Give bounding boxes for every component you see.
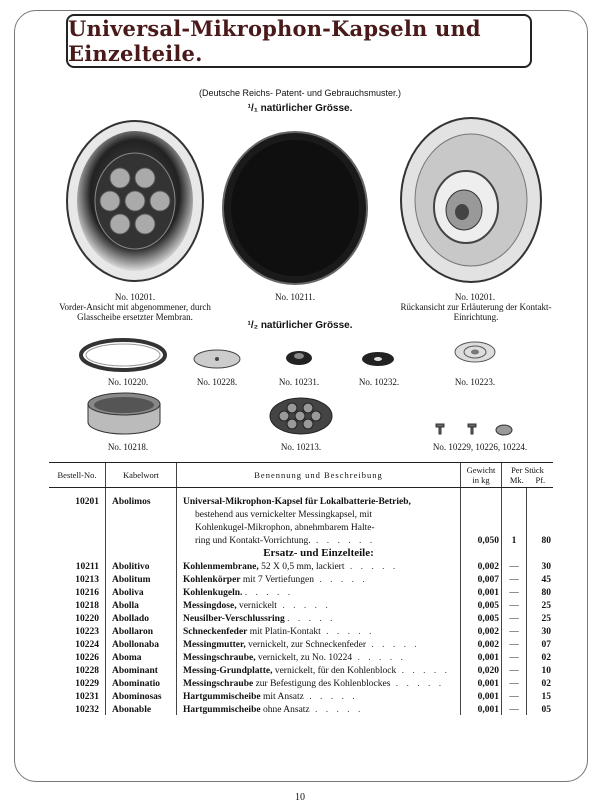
cell-empty bbox=[461, 507, 502, 520]
header-preis-label: Per Stück bbox=[511, 465, 544, 475]
part-pf: 45 bbox=[527, 572, 554, 585]
part-pf: 02 bbox=[527, 676, 554, 689]
section-row bbox=[49, 546, 553, 559]
part-description-cell bbox=[177, 572, 461, 585]
part-pf: 30 bbox=[527, 624, 554, 637]
part-weight: 0,005 bbox=[461, 611, 502, 624]
leader-dots: . . . . . bbox=[313, 575, 368, 585]
main-item-line4-cell: ring und Kontakt-Vorrichtung. . . . . . . bbox=[177, 533, 461, 546]
main-item-row-2 bbox=[49, 507, 553, 520]
part-desc: vernickelt, zur Schneckenfeder bbox=[248, 640, 366, 650]
caption-10231: No. 10231. bbox=[278, 377, 320, 387]
part-mk: — bbox=[502, 650, 527, 663]
main-item-pf: 80 bbox=[527, 533, 554, 546]
header-pf: Pf. bbox=[535, 475, 546, 485]
part-code: Abollonaba bbox=[106, 637, 177, 650]
section-title: Ersatz- und Einzelteile: bbox=[177, 546, 461, 559]
leader-dots: . . . . . bbox=[366, 640, 420, 650]
leader-dots: . . . . . bbox=[320, 627, 375, 637]
main-item-weight: 0,050 bbox=[461, 533, 502, 546]
part-weight: 0,005 bbox=[461, 598, 502, 611]
main-item-line2: bestehend aus vernickelter Messingkapsel, mit bbox=[177, 507, 461, 520]
main-item-pf-empty bbox=[527, 488, 554, 508]
part-description-cell bbox=[177, 598, 461, 611]
caption-10228: No. 10228. bbox=[196, 377, 238, 387]
table-row bbox=[49, 598, 553, 611]
membrane-image bbox=[220, 128, 370, 288]
part-code: Abollado bbox=[106, 611, 177, 624]
part-pf: 05 bbox=[527, 702, 554, 715]
part-mk: — bbox=[502, 663, 527, 676]
part-code: Abonable bbox=[106, 702, 177, 715]
part-description-cell bbox=[177, 585, 461, 598]
part-desc: mit Platin-Kontakt bbox=[249, 627, 321, 637]
cell-empty bbox=[502, 546, 527, 559]
main-item-line3: Kohlenkugel-Mikrophon, abnehmbarem Halte- bbox=[177, 520, 461, 533]
part-no: 10228 bbox=[75, 666, 99, 676]
part-description-cell bbox=[177, 702, 461, 715]
part-name: Messingschraube, bbox=[183, 653, 256, 663]
header-bestell: Bestell-No. bbox=[49, 463, 106, 488]
caption-10223: No. 10223. bbox=[454, 377, 496, 387]
table-row bbox=[49, 689, 553, 702]
part-no: 10232 bbox=[75, 705, 99, 715]
part-desc: 52 X 0,5 mm, lackiert bbox=[261, 562, 345, 572]
cell-empty bbox=[49, 520, 106, 533]
cell-empty bbox=[49, 507, 106, 520]
cell-empty bbox=[527, 546, 554, 559]
leader-dots: . . . . . bbox=[276, 601, 331, 611]
title-box bbox=[66, 14, 532, 68]
part-mk: — bbox=[502, 676, 527, 689]
part-description-cell bbox=[177, 559, 461, 572]
part-weight: 0,001 bbox=[461, 689, 502, 702]
part-mk: — bbox=[502, 637, 527, 650]
part-name: Hartgummischeibe bbox=[183, 692, 261, 702]
caption-10218: No. 10218. bbox=[107, 442, 149, 452]
leader-dots: . . . . . bbox=[352, 653, 406, 663]
header-benennung: Benennung und Beschreibung bbox=[177, 463, 461, 488]
table-row bbox=[49, 572, 553, 585]
caption-10213: No. 10213. bbox=[280, 442, 322, 452]
main-item-mk-empty bbox=[502, 488, 527, 508]
part-no: 10224 bbox=[75, 640, 99, 650]
part-pf: 02 bbox=[527, 650, 554, 663]
part-description-cell bbox=[177, 676, 461, 689]
header-kabelwort: Kabelwort bbox=[106, 463, 177, 488]
part-name: Messing-Grundplatte, bbox=[183, 666, 273, 676]
table-row bbox=[49, 676, 553, 689]
caption-10201-back: Rückansicht zur Erläuterung der Kontakt-Einrichtung. bbox=[400, 302, 552, 322]
main-item-row-3 bbox=[49, 520, 553, 533]
cell-empty bbox=[49, 546, 106, 559]
part-name: Neusilber-Verschlussring bbox=[183, 614, 285, 624]
part-no: 10231 bbox=[75, 692, 99, 702]
part-pf: 25 bbox=[527, 598, 554, 611]
part-mk: — bbox=[502, 559, 527, 572]
main-item-row bbox=[49, 488, 553, 508]
table-body bbox=[49, 488, 553, 716]
part-name: Messingdose, bbox=[183, 601, 237, 611]
spiral-spring-image bbox=[450, 336, 500, 366]
leader-dots: . . . . . bbox=[303, 692, 358, 702]
cell-empty bbox=[106, 546, 177, 559]
caption-10229-10226-10224: No. 10229, 10226, 10224. bbox=[432, 442, 528, 452]
table-header-row bbox=[49, 463, 553, 488]
part-mk: — bbox=[502, 585, 527, 598]
part-pf: 10 bbox=[527, 663, 554, 676]
table-row bbox=[49, 624, 553, 637]
part-desc: vernickelt, zu No. 10224 bbox=[257, 653, 353, 663]
part-weight: 0,002 bbox=[461, 637, 502, 650]
part-pf: 07 bbox=[527, 637, 554, 650]
part-name: Kohlenkugeln. bbox=[183, 588, 243, 598]
part-code: Abolla bbox=[106, 598, 177, 611]
part-code: Abolitum bbox=[106, 572, 177, 585]
leader-dots: . . . . . bbox=[244, 588, 294, 598]
part-name: Hartgummischeibe bbox=[183, 705, 261, 715]
screws-nut-image bbox=[432, 422, 516, 438]
part-description-cell bbox=[177, 624, 461, 637]
main-item-line4: ring und Kontakt-Vorrichtung. bbox=[195, 536, 311, 546]
parts-table bbox=[49, 462, 553, 715]
part-weight: 0,002 bbox=[461, 624, 502, 637]
part-code: Abolitivo bbox=[106, 559, 177, 572]
cell-empty bbox=[461, 520, 502, 533]
main-item-row-4 bbox=[49, 533, 553, 546]
table-row bbox=[49, 585, 553, 598]
part-name: Messingmutter, bbox=[183, 640, 246, 650]
part-mk: — bbox=[502, 572, 527, 585]
table-row bbox=[49, 637, 553, 650]
part-code: Abominatio bbox=[106, 676, 177, 689]
main-item-code: Abolimos bbox=[106, 488, 177, 508]
part-no: 10211 bbox=[75, 562, 99, 572]
part-no: 10218 bbox=[75, 601, 99, 611]
main-item-name: Universal-Mikrophon-Kapsel für Lokalbatterie-Betrieb, bbox=[177, 488, 461, 508]
size-half-heading: ¹/₂ natürlicher Grösse. bbox=[247, 320, 353, 331]
capsule-back-image bbox=[396, 112, 546, 287]
cell-empty bbox=[502, 520, 527, 533]
part-code: Abominosas bbox=[106, 689, 177, 702]
header-gewicht: Gewicht in kg bbox=[461, 463, 502, 488]
caption-10201-back-no: No. 10201. bbox=[454, 292, 496, 302]
part-code: Abominant bbox=[106, 663, 177, 676]
part-description-cell bbox=[177, 611, 461, 624]
part-weight: 0,002 bbox=[461, 559, 502, 572]
part-pf: 25 bbox=[527, 611, 554, 624]
caption-10211-no: No. 10211. bbox=[275, 292, 315, 302]
part-desc: vernickelt, für den Kohlenblock bbox=[274, 666, 397, 676]
part-pf: 30 bbox=[527, 559, 554, 572]
caption-10201-front-no: No. 10201. bbox=[114, 292, 156, 302]
part-name: Messingschraube bbox=[183, 679, 254, 689]
cell-empty bbox=[106, 520, 177, 533]
part-weight: 0,020 bbox=[461, 663, 502, 676]
caption-10232: No. 10232. bbox=[358, 377, 400, 387]
part-mk: — bbox=[502, 611, 527, 624]
part-desc: vernickelt bbox=[238, 601, 277, 611]
capsule-front-image bbox=[60, 116, 210, 286]
brass-box-image bbox=[84, 390, 164, 438]
page-number: 10 bbox=[295, 792, 305, 803]
disc-with-collar-image bbox=[284, 348, 314, 368]
part-weight: 0,001 bbox=[461, 650, 502, 663]
part-name: Schneckenfeder bbox=[183, 627, 248, 637]
part-mk: — bbox=[502, 689, 527, 702]
cell-empty bbox=[461, 546, 502, 559]
part-no: 10216 bbox=[75, 588, 99, 598]
part-desc: mit Ansatz bbox=[262, 692, 304, 702]
part-desc: ohne Ansatz bbox=[262, 705, 310, 715]
cell-empty bbox=[502, 507, 527, 520]
main-item-mk: 1 bbox=[502, 533, 527, 546]
part-pf: 15 bbox=[527, 689, 554, 702]
cell-empty bbox=[106, 507, 177, 520]
page-title: Universal-Mikrophon-Kapseln und Einzelteile. bbox=[68, 16, 481, 66]
part-weight: 0,001 bbox=[461, 702, 502, 715]
part-mk: — bbox=[502, 624, 527, 637]
part-code: Abollaron bbox=[106, 624, 177, 637]
part-code: Aboliva bbox=[106, 585, 177, 598]
header-preis bbox=[502, 463, 554, 488]
part-no: 10213 bbox=[75, 575, 99, 585]
cell-empty bbox=[49, 533, 106, 546]
size-full-heading: ¹/₁ natürlicher Grösse. bbox=[247, 103, 353, 114]
part-pf: 80 bbox=[527, 585, 554, 598]
table-row bbox=[49, 702, 553, 715]
leader-dots: . . . . . bbox=[396, 666, 450, 676]
part-name: Kohlenmembrane, bbox=[183, 562, 259, 572]
ring-image bbox=[78, 336, 168, 374]
leader-dots: . . . . . bbox=[309, 705, 364, 715]
patent-note: (Deutsche Reichs- Patent- und Gebrauchsmuster.) bbox=[198, 88, 402, 98]
cell-empty bbox=[527, 520, 554, 533]
cell-empty bbox=[106, 533, 177, 546]
part-weight: 0,001 bbox=[461, 676, 502, 689]
base-plate-image bbox=[192, 348, 242, 370]
part-description-cell bbox=[177, 650, 461, 663]
main-item-weight-empty bbox=[461, 488, 502, 508]
part-desc: zur Befestigung des Kohlenblockes bbox=[255, 679, 391, 689]
part-no: 10220 bbox=[75, 614, 99, 624]
part-code: Aboma bbox=[106, 650, 177, 663]
part-no: 10223 bbox=[75, 627, 99, 637]
disc-without-collar-image bbox=[360, 350, 396, 368]
leader-dots: . . . . . bbox=[390, 679, 445, 689]
part-mk: — bbox=[502, 598, 527, 611]
part-no: 10229 bbox=[75, 679, 99, 689]
cell-empty bbox=[527, 507, 554, 520]
part-no: 10226 bbox=[75, 653, 99, 663]
table-row bbox=[49, 663, 553, 676]
leader-dots: . . . . . bbox=[287, 614, 336, 624]
caption-10201-front: Vorder-Ansicht mit abgenommener, durch Glasscheibe ersetzter Membran. bbox=[59, 302, 211, 322]
part-weight: 0,007 bbox=[461, 572, 502, 585]
carbon-body-image bbox=[268, 396, 334, 436]
header-mk: Mk. bbox=[509, 475, 524, 485]
part-description-cell bbox=[177, 637, 461, 650]
leader-dots: . . . . . bbox=[344, 562, 399, 572]
part-mk: — bbox=[502, 702, 527, 715]
part-description-cell bbox=[177, 663, 461, 676]
table-row bbox=[49, 559, 553, 572]
main-item-no: 10201 bbox=[75, 497, 99, 507]
part-weight: 0,001 bbox=[461, 585, 502, 598]
header-currency-row bbox=[504, 475, 551, 485]
caption-10220: No. 10220. bbox=[107, 377, 149, 387]
table-row bbox=[49, 611, 553, 624]
table-row bbox=[49, 650, 553, 663]
part-name: Kohlenkörper bbox=[183, 575, 241, 585]
part-desc: mit 7 Vertiefungen bbox=[242, 575, 314, 585]
part-description-cell bbox=[177, 689, 461, 702]
